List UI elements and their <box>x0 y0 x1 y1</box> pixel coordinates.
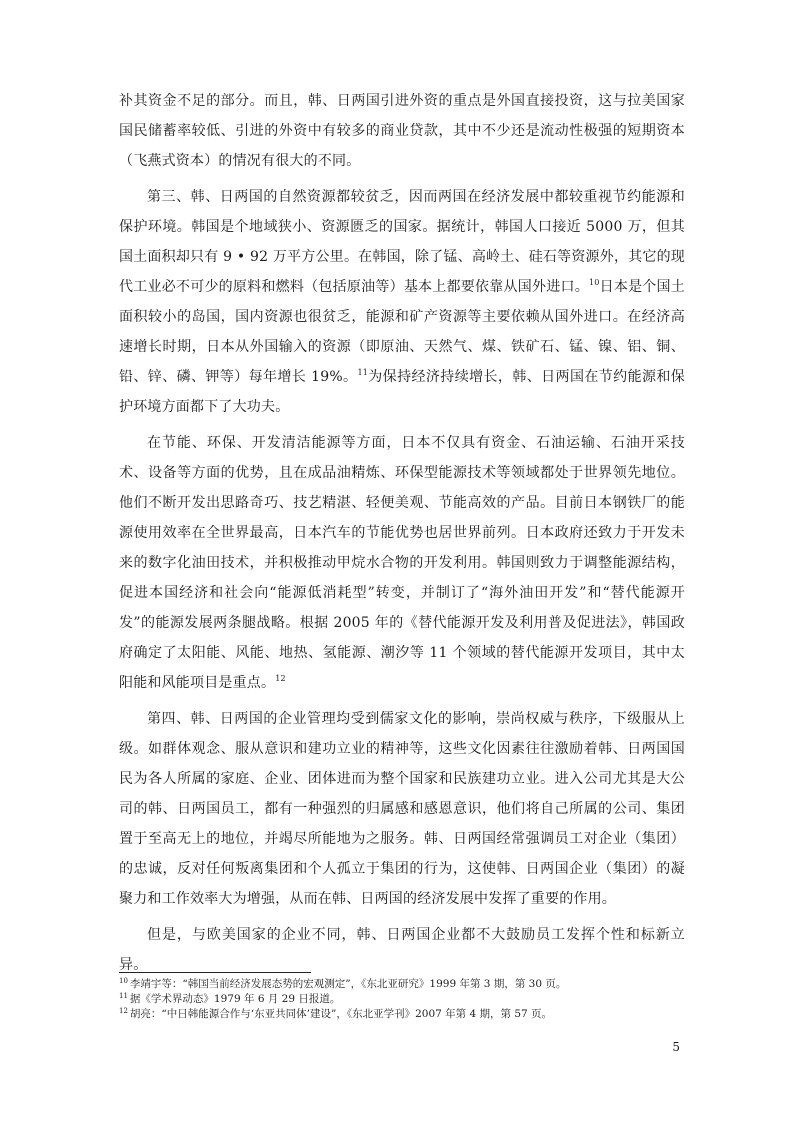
paragraph-text: 第三、韩、日两国的自然资源都较贫乏，因而两国在经济发展中都较重视节约能源和保护环境。韩国是个地域狭小、资源匮乏的国家。据统计，韩国人口接近 5000 万，但其国土面积却只有 9 • 92 万平方公里。在韩国，除了锰、高岭土、硅石等资源外，其它的现代工业必不可少的原料和燃料（包括原油等）基本上都要依靠从国外进口。 <box>119 189 685 295</box>
footnote-ref[interactable]: 10 <box>588 278 600 287</box>
paragraph-text: 在节能、环保、开发清洁能源等方面，日本不仅具有资金、石油运输、石油开采技术、设备等方面的优势，且在成品油精炼、环保型能源技术等领域都处于世界领先地位。他们不断开发出思路奇巧、技艺精湛、轻便美观、节能高效的产品。目前日本钢铁厂的能源使用效率在全世界最高，日本汽车的节能优势也居世界前列。日本政府还致力于开发未来的数字化油田技术，并积极推动甲烷水合物的开发利用。韩国则致力于调整能源结构，促进本国经济和社会向“能源低消耗型”转变，并制订了“海外油田开发”和“替代能源开发”的能源发展两条腿战略。根据 2005 年的《替代能源开发及利用普及促进法》，韩国政府确定了太阳能、风能、地热、氢能源、潮汐等 11 个领域的替代能源开发项目，其中太阳能和风能项目是重点。 <box>119 435 685 691</box>
footnote-ref[interactable]: 12 <box>275 674 286 683</box>
footnote <box>119 1007 685 1022</box>
paragraph-text: 补其资金不足的部分。而且，韩、日两国引进外资的重点是外国直接投资，这与拉美国家国民储蓄率较低、引进的外资中有较多的商业贷款，其中不少还是流动性极强的短期资本（飞燕式资本）的情况有很大的不同。 <box>119 93 685 169</box>
paragraph-text: 为保持经济持续增长，韩、日两国在节约能源和保护环境方面都下了大功夫。 <box>119 369 685 415</box>
paragraph-text: 但是，与欧美国家的企业不同，韩、日两国企业都不大鼓励员工发挥个性和标新立异。 <box>119 927 685 973</box>
footnote-text: 据《学术界动态》1979 年 6 月 29 日报道。 <box>129 993 341 1005</box>
paragraph <box>119 86 685 176</box>
footnote-ref[interactable]: 11 <box>357 368 369 377</box>
paragraph-text: 日本是个国土面积较小的岛国，国内资源也很贫乏，能源和矿产资源等主要依赖从国外进口。在经济高速增长时期，日本从外国输入的资源（即原油、天然气、煤、铁矿石、锰、镍、铝、铜、铅、锌、磷、钾等）每年增长 19%。 <box>119 279 685 385</box>
footnote-text: 胡亮：“中日韩能源合作与‘东亚共同体’建设”，《东北亚学刊》2007 年第 4 期，第 57 页。 <box>129 1008 553 1020</box>
paragraph-text: 第四、韩、日两国的企业管理均受到儒家文化的影响，崇尚权威与秩序，下级服从上级。如群体观念、服从意识和建功立业的精神等，这些文化因素往往激励着韩、日两国国民为各人所属的家庭、企业、团体进而为整个国家和民族建功立业。进入公司尤其是大公司的韩、日两国员工，都有一种强烈的归属感和感恩意识，他们将自己所属的公司、集团置于至高无上的地位，并竭尽所能地为之服务。韩、日两国经常强调员工对企业（集团）的忠诚，反对任何叛离集团和个人孤立于集团的行为，这使韩、日两国企业（集团）的凝聚力和工作效率大为增强，从而在韩、日两国的经济发展中发挥了重要的作用。 <box>119 711 685 907</box>
paragraph <box>119 920 685 980</box>
page-number: 5 <box>672 1040 680 1054</box>
footnote <box>119 977 685 992</box>
footnote-number: 11 <box>119 992 128 1000</box>
paragraph <box>119 704 685 914</box>
footnote <box>119 992 685 1007</box>
footnotes-section <box>119 972 685 1022</box>
footnote-number: 12 <box>119 1007 128 1015</box>
document-body <box>119 86 685 980</box>
footnote-text: 李靖宇等：“韩国当前经济发展态势的宏观测定”，《东北亚研究》1999 年第 3 期，第 30 页。 <box>129 978 567 990</box>
paragraph <box>119 182 685 422</box>
footnote-number: 10 <box>119 977 128 985</box>
paragraph <box>119 428 685 698</box>
footnote-divider <box>119 972 311 973</box>
